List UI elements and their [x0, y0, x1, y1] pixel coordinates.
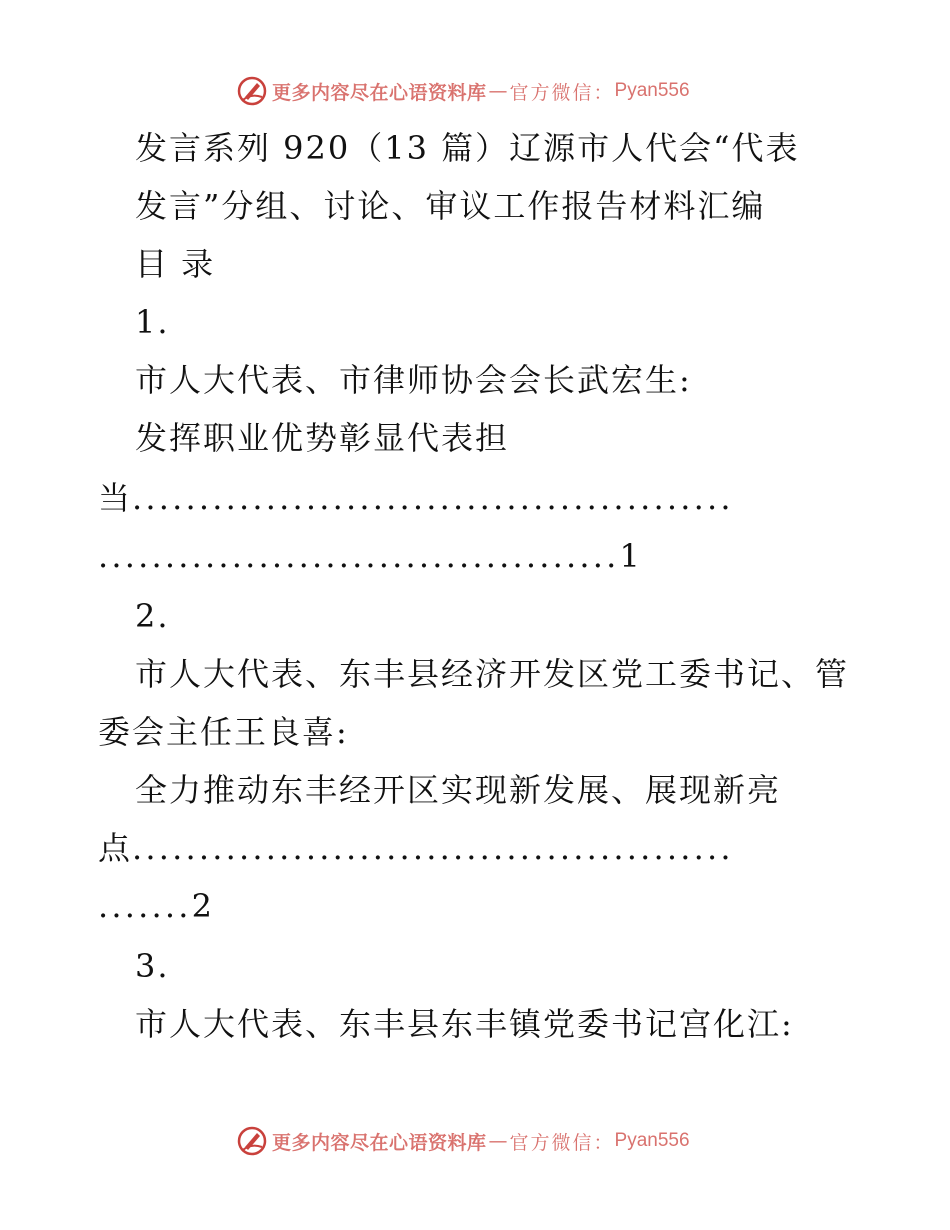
toc-heading: 目 录	[135, 245, 216, 283]
toc-entry-1-page-line	[98, 536, 642, 576]
toc-entry-2-speaker-line-2: 委会主任王良喜:	[98, 713, 349, 751]
toc-entry-1-title: 发挥职业优势彰显代表担	[135, 419, 510, 457]
watermark-text: 更多内容尽在心语资料库	[272, 81, 487, 104]
toc-entry-1-dots: .............................................	[132, 479, 734, 517]
toc-entry-2-leader-line	[98, 828, 734, 868]
toc-entry-2-title-tail: 点	[98, 829, 133, 867]
toc-entry-2-speaker-line-1: 市人大代表、东丰县经济开发区党工委书记、管	[135, 655, 850, 693]
toc-entry-2-title: 全力推动东丰经开区实现新发展、展现新亮	[135, 771, 782, 809]
pen-logo-icon	[236, 1125, 268, 1157]
toc-entry-1-dots-2: .......................................	[98, 537, 620, 575]
toc-entry-3-number: 3.	[135, 947, 170, 985]
toc-entry-2-dots-2: .......	[98, 887, 192, 925]
watermark-wechat-label: 官方微信：	[509, 1131, 615, 1154]
toc-entry-1-page: 1	[619, 537, 642, 575]
watermark-wechat-id: Pyan556	[614, 1130, 690, 1151]
watermark-header	[236, 74, 690, 108]
watermark-footer	[236, 1124, 690, 1158]
toc-entry-1-title-tail: 当	[98, 479, 133, 517]
toc-entry-2-page: 2	[191, 887, 214, 925]
watermark-wechat-id: Pyan556	[614, 80, 690, 101]
watermark-text: 更多内容尽在心语资料库	[272, 1131, 487, 1154]
pen-logo-icon	[236, 75, 268, 107]
toc-entry-2-dots: .............................................	[132, 829, 734, 867]
doc-title-line-1: 发言系列 920（13 篇）辽源市人代会“代表	[135, 129, 800, 167]
toc-entry-3-speaker: 市人大代表、东丰县东丰镇党委书记宫化江:	[135, 1005, 794, 1043]
toc-entry-1-leader-line	[98, 478, 734, 518]
watermark-separator: —	[488, 1130, 508, 1152]
doc-title-line-2: 发言”分组、讨论、审议工作报告材料汇编	[135, 187, 766, 225]
toc-entry-1-number: 1.	[135, 303, 170, 341]
watermark-wechat-label: 官方微信：	[509, 81, 615, 104]
watermark-separator: —	[488, 80, 508, 102]
toc-entry-1-speaker: 市人大代表、市律师协会会长武宏生:	[135, 361, 692, 399]
toc-entry-2-page-line	[98, 886, 214, 926]
toc-entry-2-number: 2.	[135, 597, 170, 635]
